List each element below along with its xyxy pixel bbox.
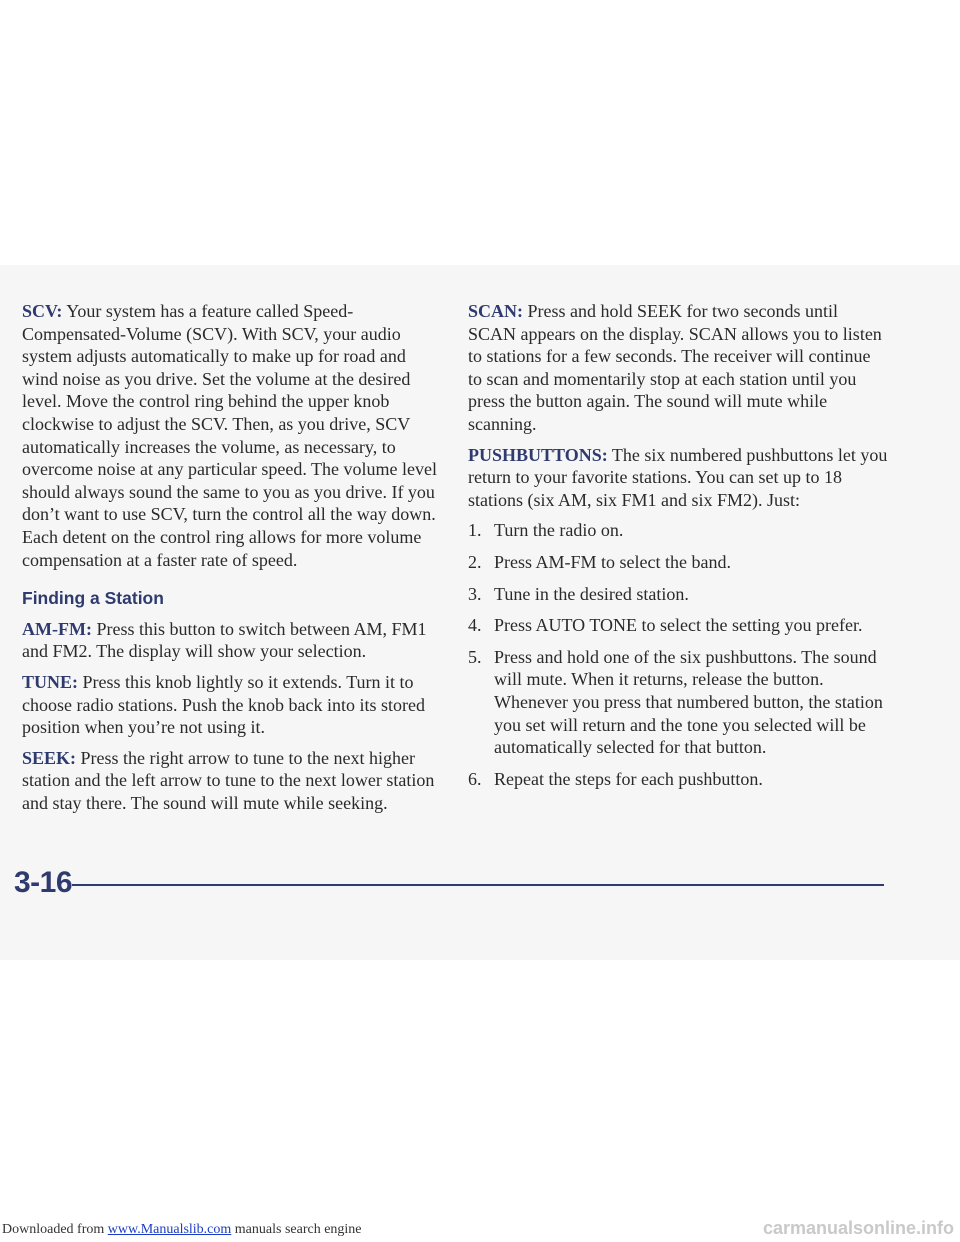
step-text: Press AM-FM to select the band. (494, 551, 731, 572)
scan-text: Press and hold SEEK for two seconds until SCAN appears on the display. SCAN allows you to listen to stations for a few seconds. The receiver will continue to scan and momentarily stop at each station until you press the button again. The sound will mute while scanning. (468, 301, 882, 434)
step-number: 1. (468, 520, 482, 541)
tune-text: Press this knob lightly so it extends. Turn it to choose radio stations. Push the knob back into its stored position when you’re not using it. (22, 671, 425, 738)
left-column (22, 300, 442, 822)
tune-paragraph (22, 671, 442, 739)
step-text: Press and hold one of the six pushbuttons. The sound will mute. When it returns, release the button. Whenever you press that numbered button, the station you set will return and the tone you selected will be automatically selected for that button. (494, 646, 883, 758)
finding-station-heading: Finding a Station (22, 588, 164, 609)
amfm-paragraph (22, 618, 442, 663)
step-item (468, 551, 888, 574)
download-banner (2, 1222, 362, 1238)
pushbuttons-term: PUSHBUTTONS: (468, 444, 608, 465)
pushbuttons-paragraph (468, 444, 888, 512)
tune-term: TUNE: (22, 671, 79, 692)
scan-paragraph (468, 300, 888, 436)
scan-term: SCAN: (468, 301, 524, 321)
step-number: 5. (468, 646, 482, 667)
step-text: Turn the radio on. (494, 520, 624, 541)
scv-text: Your system has a feature called Speed-Compensated-Volume (SCV). With SCV, your audio system adjusts automatically to make up for road and wind noise as you drive. Set the volume at the desired level. Move the control ring behind the upper knob clockwise to adjust the SCV. Then, as you drive, SCV automatically increases the volume, as necessary, to overcome noise at any particular speed. The volume level should always sound the same to you as you drive. If you don’t want to use SCV, turn the control all the way down. Each detent on the control ring allows for more volume compensation at a faster rate of speed. (22, 301, 438, 570)
right-column (468, 300, 888, 799)
manualslib-link[interactable]: www.Manualslib.com (107, 1222, 232, 1237)
step-text: Repeat the steps for each pushbutton. (494, 768, 763, 789)
seek-text: Press the right arrow to tune to the next higher station and the left arrow to tune to the next lower station and stay there. The sound will mute while seeking. (22, 747, 435, 813)
step-number: 6. (468, 768, 482, 789)
banner-suffix: manuals search engine (231, 1222, 362, 1237)
seek-paragraph (22, 747, 442, 815)
amfm-term: AM-FM: (22, 618, 92, 639)
banner-prefix: Downloaded from (2, 1222, 108, 1237)
step-item (468, 768, 888, 791)
step-text: Tune in the desired station. (494, 583, 689, 604)
step-text: Press AUTO TONE to select the setting you prefer. (494, 615, 863, 636)
step-item (468, 583, 888, 606)
footer-divider (72, 884, 884, 886)
step-item (468, 519, 888, 542)
scv-paragraph (22, 300, 442, 571)
step-number: 3. (468, 583, 482, 604)
step-number: 2. (468, 551, 482, 572)
pushbuttons-text: The six numbered pushbuttons let you return to your favorite stations. You can set up to 18 stations (six AM, six FM1 and six FM2). Just: (468, 444, 888, 510)
page-number: 3-16 (14, 866, 73, 899)
step-item (468, 614, 888, 637)
scv-term: SCV: (22, 301, 63, 321)
watermark-text: carmanualsonline.info (762, 1218, 954, 1238)
amfm-text: Press this button to switch between AM, FM1 and FM2. The display will show your selection. (22, 618, 427, 662)
seek-term: SEEK: (22, 747, 77, 768)
step-number: 4. (468, 615, 482, 636)
step-item (468, 646, 888, 759)
pushbutton-steps-list (468, 519, 888, 790)
